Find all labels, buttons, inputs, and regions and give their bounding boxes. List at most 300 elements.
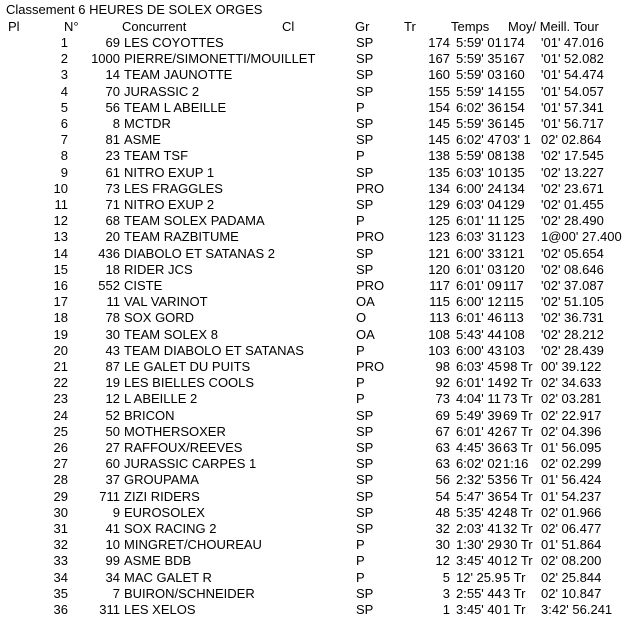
cell-temps: 5:59' 08 bbox=[456, 148, 502, 164]
cell-concurrent: L ABEILLE 2 bbox=[124, 391, 198, 407]
cell-tr: 154 bbox=[428, 99, 450, 115]
cell-number: 711 bbox=[99, 488, 120, 504]
cell-tr: 56 bbox=[435, 472, 450, 488]
cell-pl: 26 bbox=[53, 440, 68, 455]
cell-meilleur-tour: 02' 06.477 bbox=[541, 521, 602, 536]
table-row bbox=[0, 456, 640, 472]
cell-concurrent: TEAM JAUNOTTE bbox=[124, 67, 233, 83]
cell-meilleur-tour: 01' 56.095 bbox=[541, 440, 602, 455]
cell-pl: 3 bbox=[60, 67, 68, 83]
cell-temps: 5:59' 14 bbox=[456, 83, 502, 99]
cell-tr: 145 bbox=[428, 116, 450, 131]
cell-gr: SP bbox=[356, 261, 374, 277]
cell-meilleur-tour: 02' 25.844 bbox=[541, 569, 602, 585]
cell-moy: 67 Tr bbox=[503, 423, 533, 439]
cell-pl: 12 bbox=[53, 213, 68, 229]
cell-number: 14 bbox=[105, 67, 120, 83]
cell-meilleur-tour: '02' 01.455 bbox=[541, 197, 604, 212]
cell-tr: 120 bbox=[428, 261, 450, 277]
cell-pl: 11 bbox=[54, 197, 68, 212]
cell-tr: 123 bbox=[428, 229, 450, 245]
cell-pl: 5 bbox=[60, 99, 68, 115]
cell-meilleur-tour: '01' 47.016 bbox=[541, 35, 604, 50]
cell-tr: 145 bbox=[428, 132, 450, 148]
cell-tr: 135 bbox=[428, 164, 450, 180]
cell-concurrent: TEAM L ABEILLE bbox=[124, 99, 227, 115]
cell-concurrent: LES COYOTTES bbox=[124, 35, 224, 50]
cell-number: 41 bbox=[105, 521, 120, 536]
cell-meilleur-tour: 01' 56.424 bbox=[541, 472, 602, 488]
header-cl: Cl bbox=[282, 19, 295, 34]
cell-temps: 6:01' 11 bbox=[456, 213, 501, 229]
cell-temps: 6:03' 04 bbox=[456, 197, 502, 212]
cell-temps: 6:03' 45 bbox=[456, 359, 502, 374]
cell-number: 10 bbox=[105, 537, 120, 553]
table-row bbox=[0, 67, 640, 83]
cell-moy: 30 Tr bbox=[503, 537, 533, 553]
cell-moy: 145 bbox=[503, 116, 525, 131]
table-row bbox=[0, 181, 640, 197]
table-row bbox=[0, 472, 640, 488]
cell-number: 1000 bbox=[91, 51, 120, 67]
table-row bbox=[0, 116, 640, 132]
cell-concurrent: LES FRAGGLES bbox=[124, 180, 223, 196]
cell-concurrent: BUIRON/SCHNEIDER bbox=[124, 585, 255, 601]
cell-concurrent: TEAM RAZBITUME bbox=[124, 229, 239, 245]
cell-gr: SP bbox=[356, 521, 374, 536]
cell-moy: 92 Tr bbox=[503, 375, 533, 391]
cell-pl: 30 bbox=[53, 504, 68, 520]
page-title: Classement 6 HEURES DE SOLEX ORGES bbox=[6, 2, 263, 17]
cell-meilleur-tour: 01' 51.864 bbox=[541, 537, 602, 553]
cell-number: 34 bbox=[105, 569, 120, 585]
table-row bbox=[0, 197, 640, 213]
cell-gr: SP bbox=[356, 164, 374, 180]
cell-gr: P bbox=[356, 342, 365, 358]
cell-gr: P bbox=[356, 148, 365, 164]
cell-concurrent: MOTHERSOXER bbox=[124, 423, 226, 439]
cell-meilleur-tour: 1@00' 27.400 bbox=[541, 229, 622, 245]
cell-moy: 56 Tr bbox=[503, 472, 533, 488]
cell-temps: 5:59' 35 bbox=[456, 51, 502, 67]
cell-temps: 6:03' 31 bbox=[456, 229, 502, 245]
cell-meilleur-tour: '02' 23.671 bbox=[541, 180, 604, 196]
cell-moy: 125 bbox=[503, 213, 525, 229]
cell-gr: OA bbox=[356, 326, 375, 342]
cell-tr: 113 bbox=[429, 310, 450, 326]
cell-moy: 63 Tr bbox=[503, 440, 533, 455]
cell-meilleur-tour: 02' 04.396 bbox=[541, 423, 602, 439]
table-row bbox=[0, 586, 640, 602]
cell-tr: 134 bbox=[428, 180, 450, 196]
cell-number: 71 bbox=[105, 197, 120, 212]
cell-pl: 4 bbox=[60, 83, 68, 99]
cell-number: 61 bbox=[105, 164, 120, 180]
cell-moy: 1 Tr bbox=[503, 602, 526, 617]
cell-pl: 14 bbox=[53, 245, 68, 261]
table-row bbox=[0, 327, 640, 343]
cell-moy: 160 bbox=[503, 67, 525, 83]
cell-moy: 134 bbox=[503, 180, 525, 196]
cell-gr: SP bbox=[356, 83, 374, 99]
cell-temps: 5:35' 42 bbox=[456, 504, 502, 520]
cell-meilleur-tour: 3:42' 56.241 bbox=[541, 602, 613, 617]
cell-number: 9 bbox=[112, 504, 120, 520]
table-header bbox=[0, 19, 640, 35]
cell-pl: 2 bbox=[60, 51, 68, 67]
table-row bbox=[0, 132, 640, 148]
cell-tr: 125 bbox=[428, 213, 450, 229]
cell-moy: 108 bbox=[503, 326, 525, 342]
cell-pl: 35 bbox=[53, 585, 68, 601]
cell-tr: 155 bbox=[428, 83, 450, 99]
cell-number: 20 bbox=[105, 229, 120, 245]
cell-temps: 3:45' 40 bbox=[456, 553, 502, 569]
cell-gr: SP bbox=[356, 440, 374, 455]
cell-moy: 129 bbox=[503, 197, 525, 212]
cell-concurrent: MCTDR bbox=[124, 116, 171, 131]
cell-number: 60 bbox=[105, 456, 120, 472]
table-row bbox=[0, 375, 640, 391]
table-row bbox=[0, 310, 640, 326]
cell-number: 81 bbox=[105, 132, 120, 148]
cell-pl: 17 bbox=[53, 294, 68, 310]
header-gr: Gr bbox=[355, 19, 370, 34]
cell-number: 552 bbox=[98, 278, 120, 293]
cell-pl: 29 bbox=[53, 488, 68, 504]
cell-pl: 8 bbox=[60, 148, 68, 164]
cell-number: 70 bbox=[105, 83, 120, 99]
cell-moy: 117 bbox=[503, 278, 524, 293]
cell-number: 27 bbox=[105, 440, 120, 455]
cell-pl: 16 bbox=[53, 278, 68, 293]
cell-tr: 54 bbox=[435, 488, 450, 504]
cell-meilleur-tour: '02' 28.212 bbox=[541, 326, 604, 342]
cell-temps: 5:59' 36 bbox=[456, 116, 502, 131]
cell-concurrent: ASME bbox=[124, 132, 161, 148]
cell-meilleur-tour: '01' 54.057 bbox=[541, 83, 604, 99]
cell-moy: 98 Tr bbox=[503, 359, 533, 374]
cell-meilleur-tour: '02' 36.731 bbox=[541, 310, 604, 326]
cell-tr: 117 bbox=[429, 278, 450, 293]
cell-meilleur-tour: 02' 02.864 bbox=[541, 132, 602, 148]
header-pl: Pl bbox=[8, 19, 20, 34]
cell-tr: 167 bbox=[428, 51, 450, 67]
cell-temps: 5:43' 44 bbox=[456, 326, 502, 342]
cell-tr: 115 bbox=[429, 294, 450, 310]
cell-moy: 123 bbox=[503, 229, 525, 245]
table-row bbox=[0, 537, 640, 553]
cell-tr: 48 bbox=[435, 504, 450, 520]
cell-tr: 73 bbox=[435, 391, 450, 407]
cell-concurrent: LES BIELLES COOLS bbox=[124, 375, 255, 391]
cell-number: 311 bbox=[99, 602, 120, 617]
cell-temps: 6:03' 10 bbox=[456, 164, 502, 180]
cell-number: 12 bbox=[105, 391, 120, 407]
table-row bbox=[0, 246, 640, 262]
cell-temps: 6:02' 47 bbox=[456, 132, 502, 148]
table-row bbox=[0, 505, 640, 521]
cell-number: 69 bbox=[105, 35, 120, 50]
cell-gr: SP bbox=[356, 504, 374, 520]
cell-meilleur-tour: 02' 02.299 bbox=[541, 456, 602, 472]
cell-concurrent: JURASSIC CARPES 1 bbox=[124, 456, 257, 472]
cell-pl: 27 bbox=[53, 456, 68, 472]
cell-tr: 103 bbox=[428, 342, 450, 358]
cell-pl: 6 bbox=[60, 116, 68, 131]
table-row bbox=[0, 262, 640, 278]
cell-temps: 6:01' 46 bbox=[456, 310, 502, 326]
cell-pl: 13 bbox=[53, 229, 68, 245]
cell-gr: P bbox=[356, 213, 365, 229]
cell-gr: SP bbox=[356, 51, 374, 67]
cell-number: 68 bbox=[105, 213, 120, 229]
cell-tr: 69 bbox=[435, 407, 450, 423]
table-row bbox=[0, 553, 640, 569]
cell-concurrent: TEAM SOLEX PADAMA bbox=[124, 213, 265, 229]
table-row bbox=[0, 84, 640, 100]
cell-tr: 108 bbox=[428, 326, 450, 342]
table-row bbox=[0, 343, 640, 359]
cell-moy: 12 Tr bbox=[503, 553, 533, 569]
cell-gr: PRO bbox=[356, 359, 385, 374]
cell-gr: SP bbox=[356, 197, 374, 212]
cell-tr: 92 bbox=[435, 375, 450, 391]
cell-temps: 6:00' 12 bbox=[456, 294, 502, 310]
cell-tr: 67 bbox=[435, 423, 450, 439]
cell-gr: SP bbox=[356, 67, 374, 83]
cell-number: 8 bbox=[112, 116, 120, 131]
table-row bbox=[0, 440, 640, 456]
cell-concurrent: NITRO EXUP 2 bbox=[124, 197, 215, 212]
cell-tr: 30 bbox=[435, 537, 450, 553]
cell-temps: 4:45' 36 bbox=[456, 440, 502, 455]
cell-temps: 6:00' 33 bbox=[456, 245, 502, 261]
cell-moy: 1:16 bbox=[503, 456, 529, 472]
cell-meilleur-tour: '02' 05.654 bbox=[541, 245, 604, 261]
table-row bbox=[0, 424, 640, 440]
cell-tr: 160 bbox=[428, 67, 450, 83]
cell-tr: 138 bbox=[428, 148, 450, 164]
table-row bbox=[0, 213, 640, 229]
cell-moy: 73 Tr bbox=[503, 391, 533, 407]
table-row bbox=[0, 489, 640, 505]
cell-concurrent: TEAM SOLEX 8 bbox=[124, 326, 218, 342]
cell-gr: P bbox=[356, 553, 365, 569]
cell-meilleur-tour: '01' 52.082 bbox=[541, 51, 604, 67]
cell-tr: 3 bbox=[442, 585, 450, 601]
cell-temps: 5:49' 39 bbox=[456, 407, 502, 423]
cell-temps: 6:02' 02 bbox=[456, 456, 502, 472]
cell-moy: 167 bbox=[503, 51, 525, 67]
cell-gr: SP bbox=[356, 423, 374, 439]
cell-meilleur-tour: '02' 37.087 bbox=[541, 278, 604, 293]
cell-gr: PRO bbox=[356, 278, 385, 293]
cell-tr: 1 bbox=[442, 602, 450, 617]
cell-meilleur-tour: 02' 10.847 bbox=[541, 585, 602, 601]
cell-gr: SP bbox=[356, 132, 374, 148]
header-moy-meill: Moy/ Meill. Tour bbox=[508, 19, 599, 34]
table-row bbox=[0, 35, 640, 51]
table-row bbox=[0, 229, 640, 245]
cell-pl: 25 bbox=[53, 423, 68, 439]
cell-number: 73 bbox=[105, 180, 120, 196]
cell-pl: 34 bbox=[53, 569, 68, 585]
cell-gr: OA bbox=[356, 294, 375, 310]
cell-moy: 3 Tr bbox=[503, 585, 526, 601]
cell-tr: 32 bbox=[435, 521, 450, 536]
cell-concurrent: MAC GALET R bbox=[124, 569, 212, 585]
cell-meilleur-tour: '02' 17.545 bbox=[541, 148, 604, 164]
table-row bbox=[0, 294, 640, 310]
cell-number: 56 bbox=[105, 99, 120, 115]
cell-pl: 23 bbox=[53, 391, 68, 407]
cell-tr: 121 bbox=[428, 245, 450, 261]
cell-number: 18 bbox=[105, 261, 120, 277]
cell-number: 7 bbox=[112, 585, 120, 601]
cell-concurrent: DIABOLO ET SATANAS 2 bbox=[124, 245, 275, 261]
cell-number: 19 bbox=[105, 375, 120, 391]
cell-moy: 32 Tr bbox=[503, 521, 533, 536]
cell-gr: SP bbox=[356, 116, 374, 131]
cell-moy: 54 Tr bbox=[503, 488, 533, 504]
cell-meilleur-tour: '02' 08.646 bbox=[541, 261, 604, 277]
cell-moy: 03' 1 bbox=[503, 132, 531, 148]
cell-pl: 18 bbox=[53, 310, 68, 326]
cell-concurrent: TEAM DIABOLO ET SATANAS bbox=[124, 342, 304, 358]
cell-pl: 36 bbox=[53, 602, 68, 617]
cell-temps: 12' 25.9 bbox=[456, 569, 502, 585]
cell-tr: 63 bbox=[435, 440, 450, 455]
cell-concurrent: SOX GORD bbox=[124, 310, 195, 326]
cell-pl: 1 bbox=[60, 35, 68, 50]
cell-meilleur-tour: '01' 57.341 bbox=[541, 99, 604, 115]
cell-gr: P bbox=[356, 99, 365, 115]
cell-gr: P bbox=[356, 391, 365, 407]
table-row bbox=[0, 570, 640, 586]
cell-concurrent: BRICON bbox=[124, 407, 175, 423]
cell-temps: 1:30' 29 bbox=[456, 537, 502, 553]
cell-pl: 28 bbox=[53, 472, 68, 488]
cell-meilleur-tour: '02' 28.490 bbox=[541, 213, 604, 229]
cell-gr: PRO bbox=[356, 229, 385, 245]
cell-gr: O bbox=[356, 310, 367, 326]
cell-gr: PRO bbox=[356, 180, 385, 196]
cell-gr: P bbox=[356, 375, 365, 391]
table-row bbox=[0, 100, 640, 116]
cell-gr: SP bbox=[356, 602, 374, 617]
cell-concurrent: MINGRET/CHOUREAU bbox=[124, 537, 262, 553]
cell-number: 30 bbox=[105, 326, 120, 342]
cell-pl: 32 bbox=[53, 537, 68, 553]
cell-temps: 6:02' 36 bbox=[456, 99, 502, 115]
cell-meilleur-tour: '01' 56.717 bbox=[541, 116, 604, 131]
cell-meilleur-tour: '02' 28.439 bbox=[541, 342, 604, 358]
cell-pl: 15 bbox=[53, 261, 68, 277]
cell-temps: 5:47' 36 bbox=[456, 488, 502, 504]
cell-concurrent: RAFFOUX/REEVES bbox=[124, 440, 243, 455]
cell-pl: 10 bbox=[53, 180, 68, 196]
cell-gr: P bbox=[356, 569, 365, 585]
cell-concurrent: NITRO EXUP 1 bbox=[124, 164, 215, 180]
cell-meilleur-tour: '02' 13.227 bbox=[541, 164, 604, 180]
cell-temps: 3:45' 40 bbox=[456, 602, 502, 617]
cell-gr: SP bbox=[356, 472, 374, 488]
header-tr: Tr bbox=[404, 19, 416, 34]
cell-concurrent: PIERRE/SIMONETTI/MOUILLET bbox=[124, 51, 316, 67]
cell-number: 87 bbox=[105, 359, 120, 374]
cell-concurrent: LE GALET DU PUITS bbox=[124, 359, 251, 374]
cell-pl: 21 bbox=[53, 359, 68, 374]
cell-tr: 63 bbox=[435, 456, 450, 472]
table-row bbox=[0, 148, 640, 164]
cell-meilleur-tour: 02' 22.917 bbox=[541, 407, 602, 423]
cell-moy: 121 bbox=[503, 245, 525, 261]
header-concurrent: Concurrent bbox=[122, 19, 187, 34]
table-row bbox=[0, 521, 640, 537]
cell-concurrent: RIDER JCS bbox=[124, 261, 193, 277]
cell-gr: P bbox=[356, 537, 365, 553]
cell-moy: 135 bbox=[503, 164, 525, 180]
cell-temps: 6:01' 42 bbox=[456, 423, 502, 439]
cell-meilleur-tour: 01' 54.237 bbox=[541, 488, 602, 504]
cell-gr: SP bbox=[356, 245, 374, 261]
cell-temps: 4:04' 11 bbox=[456, 391, 501, 407]
cell-moy: 120 bbox=[503, 261, 525, 277]
cell-meilleur-tour: 02' 01.966 bbox=[541, 504, 602, 520]
cell-temps: 6:01' 03 bbox=[456, 261, 502, 277]
cell-number: 43 bbox=[105, 342, 120, 358]
cell-concurrent: TEAM TSF bbox=[124, 148, 189, 164]
cell-tr: 98 bbox=[435, 359, 450, 374]
cell-pl: 19 bbox=[53, 326, 68, 342]
cell-moy: 154 bbox=[503, 99, 525, 115]
cell-moy: 155 bbox=[503, 83, 525, 99]
cell-number: 37 bbox=[105, 472, 120, 488]
cell-meilleur-tour: '01' 54.474 bbox=[541, 67, 604, 83]
cell-concurrent: ZIZI RIDERS bbox=[124, 488, 200, 504]
cell-number: 78 bbox=[105, 310, 120, 326]
cell-tr: 5 bbox=[442, 569, 450, 585]
cell-temps: 6:01' 09 bbox=[456, 278, 502, 293]
table-row bbox=[0, 51, 640, 67]
cell-pl: 31 bbox=[53, 521, 68, 536]
table-row bbox=[0, 359, 640, 375]
cell-number: 50 bbox=[105, 423, 120, 439]
cell-gr: SP bbox=[356, 488, 374, 504]
cell-concurrent: EUROSOLEX bbox=[124, 504, 205, 520]
cell-moy: 138 bbox=[503, 148, 525, 164]
cell-meilleur-tour: 00' 39.122 bbox=[541, 359, 602, 374]
cell-tr: 174 bbox=[428, 35, 450, 50]
cell-concurrent: GROUPAMA bbox=[124, 472, 199, 488]
header-temps: Temps bbox=[451, 19, 490, 34]
cell-meilleur-tour: '02' 51.105 bbox=[541, 294, 604, 310]
cell-moy: 113 bbox=[503, 310, 524, 326]
cell-moy: 174 bbox=[503, 35, 525, 50]
cell-number: 11 bbox=[106, 294, 120, 310]
cell-meilleur-tour: 02' 03.281 bbox=[541, 391, 602, 407]
table-row bbox=[0, 165, 640, 181]
cell-moy: 115 bbox=[503, 294, 524, 310]
cell-pl: 9 bbox=[60, 164, 68, 180]
cell-gr: SP bbox=[356, 407, 374, 423]
cell-temps: 5:59' 03 bbox=[456, 67, 502, 83]
cell-concurrent: VAL VARINOT bbox=[124, 294, 208, 310]
cell-concurrent: CISTE bbox=[124, 278, 163, 293]
cell-number: 52 bbox=[105, 407, 120, 423]
cell-pl: 22 bbox=[53, 375, 68, 391]
